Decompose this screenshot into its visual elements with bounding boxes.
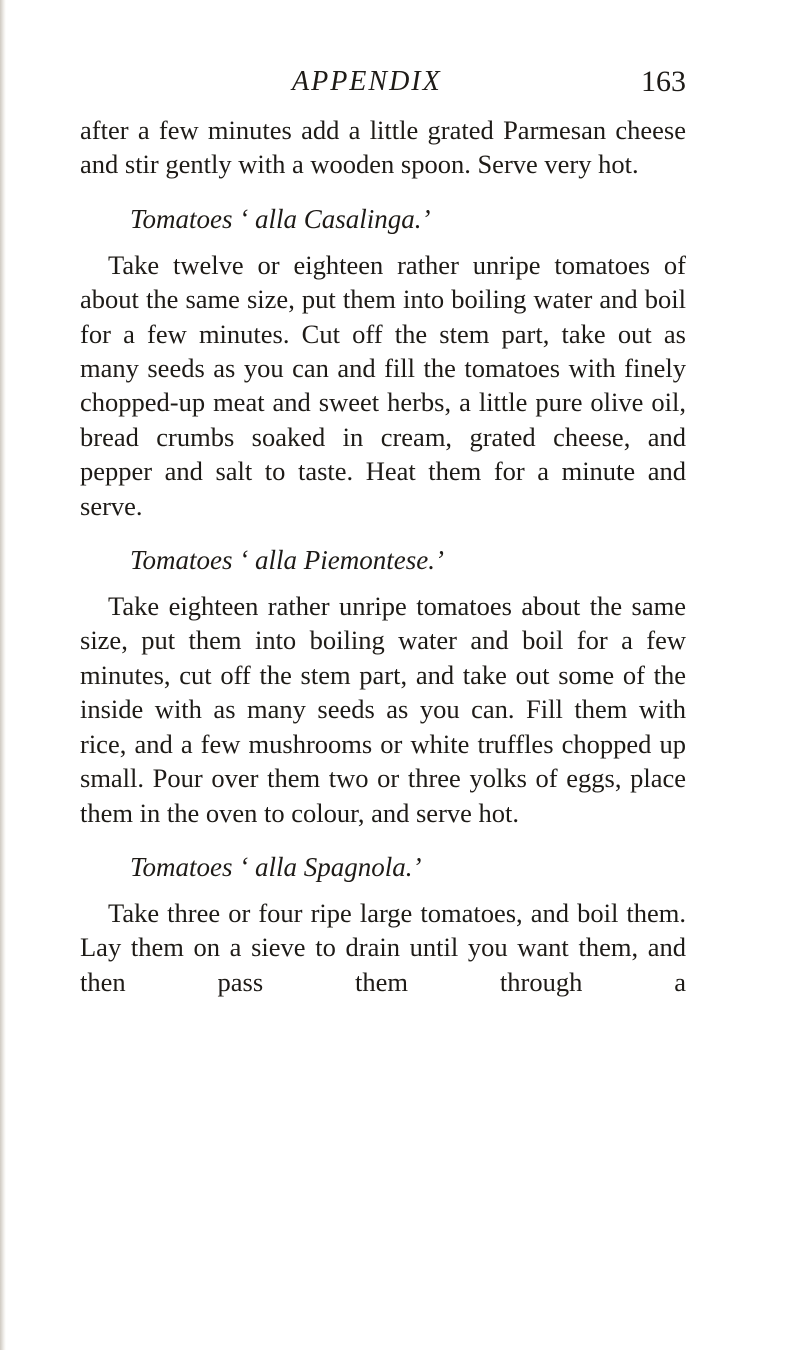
paragraph-continued: after a few minutes add a little grated Parmesan cheese and stir gently with a wooden spoon. Serve very hot. — [80, 115, 686, 180]
recipe-paragraph-piemontese: Take eighteen rather unripe tomatoes about the same size, put them into boiling water and boil for a few minutes, cut off the stem part, and take out some of the inside with as many seeds as you can. Fill them with rice, and a few mushrooms or white truffles chopped up small. Pour over them two or three yolks of eggs, place them in the oven to colour, and serve hot. — [80, 591, 686, 828]
body-text — [80, 113, 686, 999]
page-edge-shadow — [0, 0, 6, 1350]
recipe-heading-piemontese: Tomatoes ‘ alla Piemontese.’ — [130, 545, 444, 576]
page-number: 163 — [641, 65, 686, 98]
recipe-heading-casalinga: Tomatoes ‘ alla Casalinga.’ — [130, 203, 431, 234]
recipe-paragraph-spagnola: Take three or four ripe large tomatoes, and boil them. Lay them on a sieve to drain until you want them, and then pass them through a — [80, 897, 686, 997]
running-title: APPENDIX — [292, 66, 442, 97]
recipe-heading-spagnola: Tomatoes ‘ alla Spagnola.’ — [130, 851, 422, 882]
running-head — [80, 62, 686, 102]
recipe-paragraph-casalinga: Take twelve or eighteen rather unripe tomatoes of about the same size, put them into boiling water and boil for a few minutes. Cut off the stem part, take out as many seeds as you can and fill the tomatoes with finely chopped-up meat and sweet herbs, a little pure olive oil, bread crumbs soaked in cream, grated cheese, and pepper and salt to taste. Heat them for a minute and serve. — [80, 249, 686, 521]
